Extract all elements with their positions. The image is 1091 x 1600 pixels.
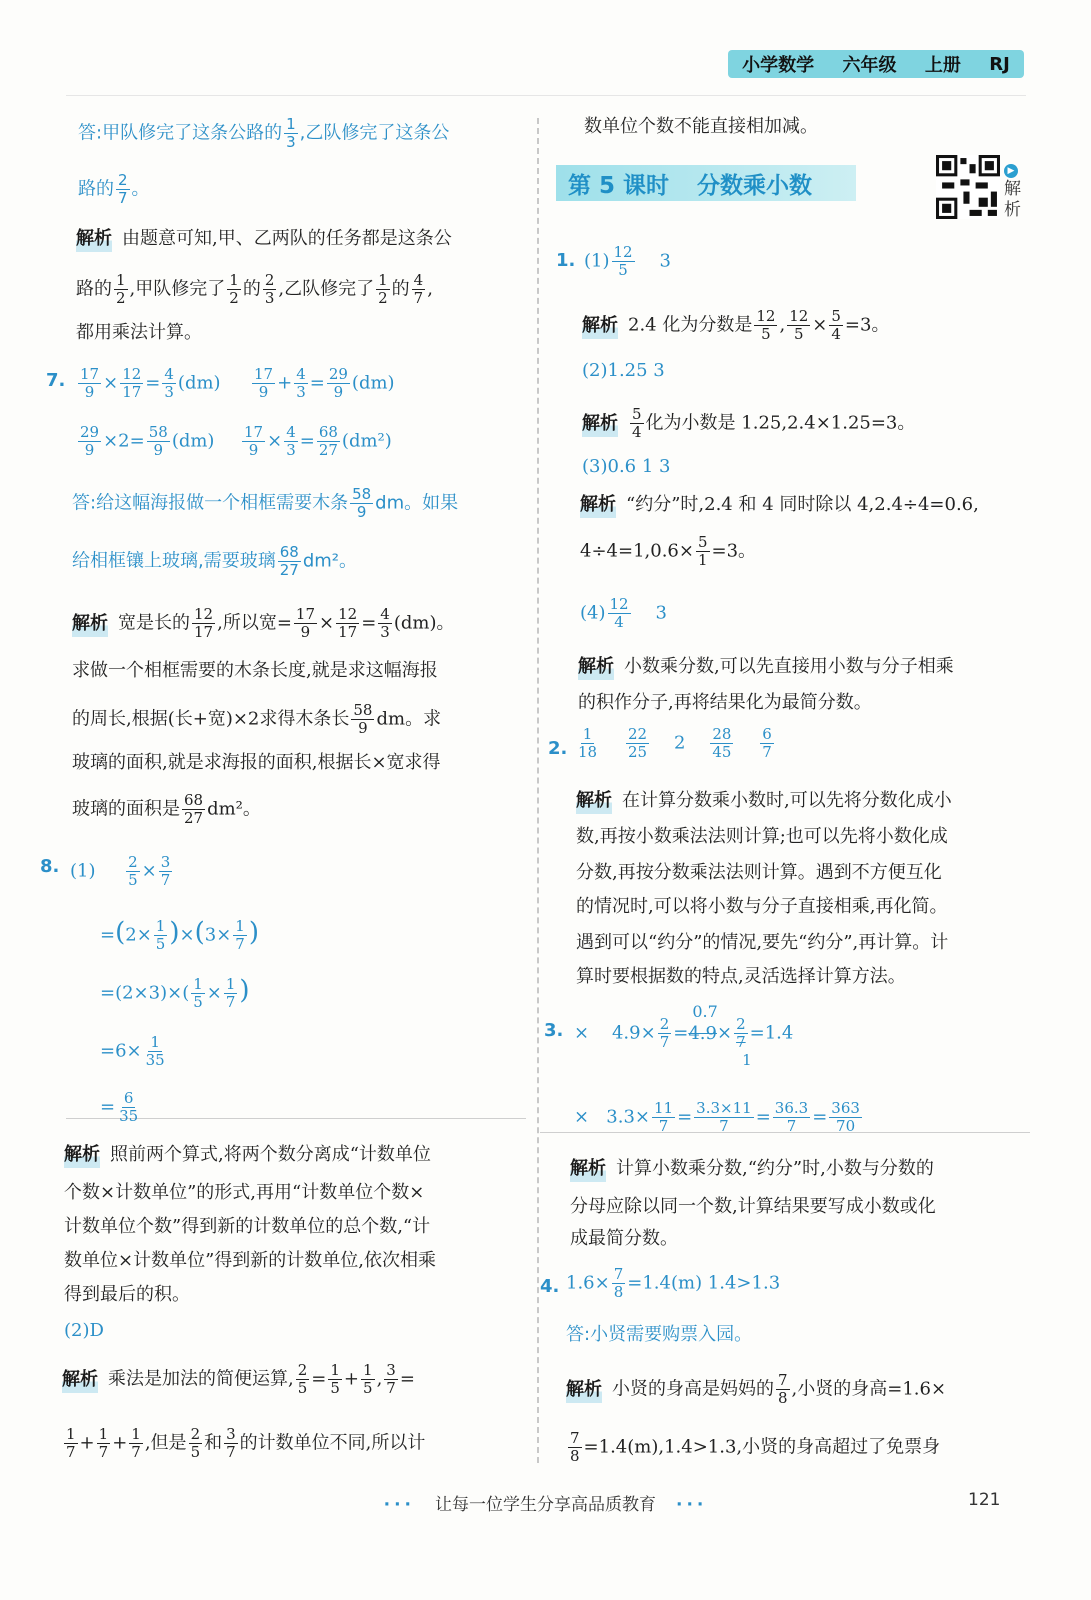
explanation-1-2: 解析 $\frac{5}{4}$ 化为小数是 1.25,2.4×1.25=3。 xyxy=(582,405,916,441)
explanation-2-l6: 算时要根据数的特点,灵活选择计算方法。 xyxy=(576,966,906,987)
lesson-banner xyxy=(556,165,856,201)
answer-7: 答:给这幅海报做一个相框需要木条 $\frac{58}{9}$ dm。如果 xyxy=(72,485,459,521)
explanation-4-l2: $\frac{7}{8}$ =1.4(m),1.4>1.3,小贤的身高超过了免票身 xyxy=(570,1429,941,1465)
question-4-number: 4. xyxy=(540,1276,560,1297)
explanation-6-l2: 路的 $\frac{1}{2}$ ,甲队修完了 $\frac{1}{2}$ 的 $\frac{2}{3}$ ,乙队修完了 $\frac{1}{2}$ 的 $\frac{4}{7}$ , xyxy=(76,271,433,307)
explanation-1-3: 解析 “约分”时,2.4 和 4 同时除以 4,2.4÷4=0.6, xyxy=(580,492,979,518)
explanation-8-l2: 个数×计数单位”的形式,再用“计数单位个数× xyxy=(64,1182,425,1203)
q7-calc-1: $\frac{17}{9}$ × $\frac{12}{17}$ = $\frac{4}{3}$ (dm) xyxy=(80,365,221,401)
explanation-2: 解析 在计算分数乘小数时,可以先将分数化成小 xyxy=(576,788,952,814)
q7-calc-3: $\frac{29}{9}$ ×2= $\frac{58}{9}$ (dm) xyxy=(80,423,215,459)
explanation-3-l2: 分母应除以同一个数,计算结果要写成小数或化 xyxy=(570,1196,936,1217)
question-1-number: 1. xyxy=(556,250,576,271)
q8-step-4: =6× $\frac{1}{35}$ xyxy=(100,1033,165,1069)
answer-7-cont: 给相框镶上玻璃,需要玻璃 $\frac{68}{27}$ dm²。 xyxy=(72,543,358,579)
q2-answers: $\frac{1}{18}$ $\frac{22}{25}$ 2 $\frac{28}{45}$ $\frac{6}{7}$ xyxy=(578,725,772,761)
explanation-8-l3: 计数单位个数”得到新的计数单位的总个数,“计 xyxy=(64,1216,431,1237)
explanation-8: 解析 照前两个算式,将两个数分离成“计数单位 xyxy=(64,1142,431,1168)
term-label: 上册 xyxy=(924,55,961,76)
answer-4: 答:小贤需要购票入园。 xyxy=(566,1324,753,1345)
play-icon[interactable]: ▶ xyxy=(1004,164,1018,178)
q4-calc: 1.6× $\frac{7}{8}$ =1.4(m) 1.4>1.3 xyxy=(566,1265,781,1301)
explanation-8b: 解析 乘法是加法的简便运算, $\frac{2}{5}$ = $\frac{1}{5}$ + $\frac{1}{5}$ , $\frac{3}{7}$ = xyxy=(62,1361,415,1397)
question-7-number: 7. xyxy=(46,370,66,391)
explanation-7-l2: 求做一个相框需要的木条长度,就是求这幅海报 xyxy=(72,660,438,681)
q3-row2: × 3.3× $\frac{11}{7}$ = $\frac{3.3\times 11}{7}$ = $\frac{36.3}{7}$ = $\frac{363}{70}$ xyxy=(574,1099,860,1135)
explanation-8b-l2: $\frac{1}{7}$ + $\frac{1}{7}$ + $\frac{1}{7}$ ,但是 $\frac{2}{5}$ 和 $\frac{3}{7}$ 的计数单位不同,所以计 xyxy=(66,1425,426,1461)
explanation-2-l3: 分数,再按分数乘法法则计算。遇到不方便互化 xyxy=(576,862,942,883)
question-3-number: 3. xyxy=(544,1020,564,1041)
explanation-7: 解析 宽是长的 $\frac{12}{17}$ ,所以宽= $\frac{17}{9}$ × $\frac{12}{17}$ = $\frac{4}{3}$ (dm)。 xyxy=(72,605,455,641)
page-number: 121 xyxy=(968,1490,1001,1510)
q7-calc-2: $\frac{17}{9}$ + $\frac{4}{3}$ = $\frac{29}{9}$ (dm) xyxy=(254,365,395,401)
lesson-title: 分数乘小数 xyxy=(697,172,813,199)
q7-calc-4: $\frac{17}{9}$ × $\frac{4}{3}$ = $\frac{68}{27}$ (dm²) xyxy=(244,423,392,459)
grade-label: 六年级 xyxy=(842,55,897,76)
q1-part2: (2)1.25 3 xyxy=(582,360,665,381)
explanation-2-l4: 的情况时,可以将小数与分子直接相乘,再化简。 xyxy=(576,896,948,917)
explanation-2-l2: 数,再按小数乘法法则计算;也可以先将小数化成 xyxy=(576,826,948,847)
q8-part1: (1) $\frac{2}{5}$ × $\frac{3}{7}$ xyxy=(70,853,171,889)
answer-6-cont: 路的 $\frac{2}{7}$ 。 xyxy=(78,171,150,207)
explanation-1-1: 解析 2.4 化为分数是 $\frac{12}{5}$ , $\frac{12}{5}$ × $\frac{5}{4}$ =3。 xyxy=(582,307,890,343)
q3-row1: × 4.9× $\frac{2}{7}$ =4.9 0.7 × 2 7 1 =1.4 xyxy=(574,1001,794,1069)
qr-code-icon[interactable] xyxy=(936,155,1000,219)
page-header xyxy=(728,50,1024,78)
explanation-3-l3: 成最简分数。 xyxy=(570,1228,678,1249)
qr-label: ▶ 解析 xyxy=(1004,166,1021,220)
explanation-7-l5: 玻璃的面积是 $\frac{68}{27}$ dm²。 xyxy=(72,791,261,827)
explanation-7-l3: 的周长,根据(长+宽)×2求得木条长 $\frac{58}{9}$ dm。求 xyxy=(72,701,442,737)
header-rule xyxy=(66,95,1026,96)
q1-part3: (3)0.6 1 3 xyxy=(582,456,671,477)
q1-part1: (1) $\frac{12}{5}$ 3 xyxy=(584,243,671,279)
q8-part2: (2)D xyxy=(64,1320,104,1341)
answer-6: 答:甲队修完了这条公路的 $\frac{1}{3}$ ,乙队修完了这条公 xyxy=(78,115,450,151)
continued-text: 数单位个数不能直接相加减。 xyxy=(584,116,818,137)
explanation-1-4-l2: 的积作分子,再将结果化为最简分数。 xyxy=(578,692,872,713)
explanation-3: 解析 计算小数乘分数,“约分”时,小数与分数的 xyxy=(570,1156,934,1182)
explanation-1-4: 解析 小数乘分数,可以先直接用小数与分子相乘 xyxy=(578,654,954,680)
explanation-2-l5: 遇到可以“约分”的情况,要先“约分”,再计算。计 xyxy=(576,932,949,953)
explanation-4: 解析 小贤的身高是妈妈的 $\frac{7}{8}$ ,小贤的身高=1.6× xyxy=(566,1371,947,1407)
explanation-8-l4: 数单位×计数单位”得到新的计数单位,依次相乘 xyxy=(64,1250,437,1271)
q8-step-3: =(2×3)×( $\frac{1}{5}$ × $\frac{1}{7}$ ) xyxy=(100,975,250,1011)
edition-label: RJ xyxy=(989,53,1010,75)
explanation-6-l3: 都用乘法计算。 xyxy=(76,322,202,343)
explanation-7-l4: 玻璃的面积,就是求海报的面积,根据长×宽求得 xyxy=(72,752,441,773)
q8-step-2: =(2× $\frac{1}{5}$ )×(3× $\frac{1}{7}$ ) xyxy=(100,917,259,953)
column-divider xyxy=(537,118,539,1463)
q1-part4: (4) $\frac{12}{4}$ 3 xyxy=(580,595,667,631)
footer-slogan: ··· 让每一位学生分享高品质教育 ··· xyxy=(383,1495,708,1515)
explanation-1-3-l2: 4÷4=1,0.6× $\frac{5}{1}$ =3。 xyxy=(580,533,757,569)
explanation-6: 解析 由题意可知,甲、乙两队的任务都是这条公 xyxy=(76,226,452,252)
explanation-8-l5: 得到最后的积。 xyxy=(64,1284,190,1305)
subject-label: 小学数学 xyxy=(742,55,815,76)
lesson-number: 第 5 课时 xyxy=(568,172,670,199)
question-2-number: 2. xyxy=(548,738,568,759)
question-8-number: 8. xyxy=(40,856,60,877)
q8-step-5: = $\frac{6}{35}$ xyxy=(100,1089,139,1125)
